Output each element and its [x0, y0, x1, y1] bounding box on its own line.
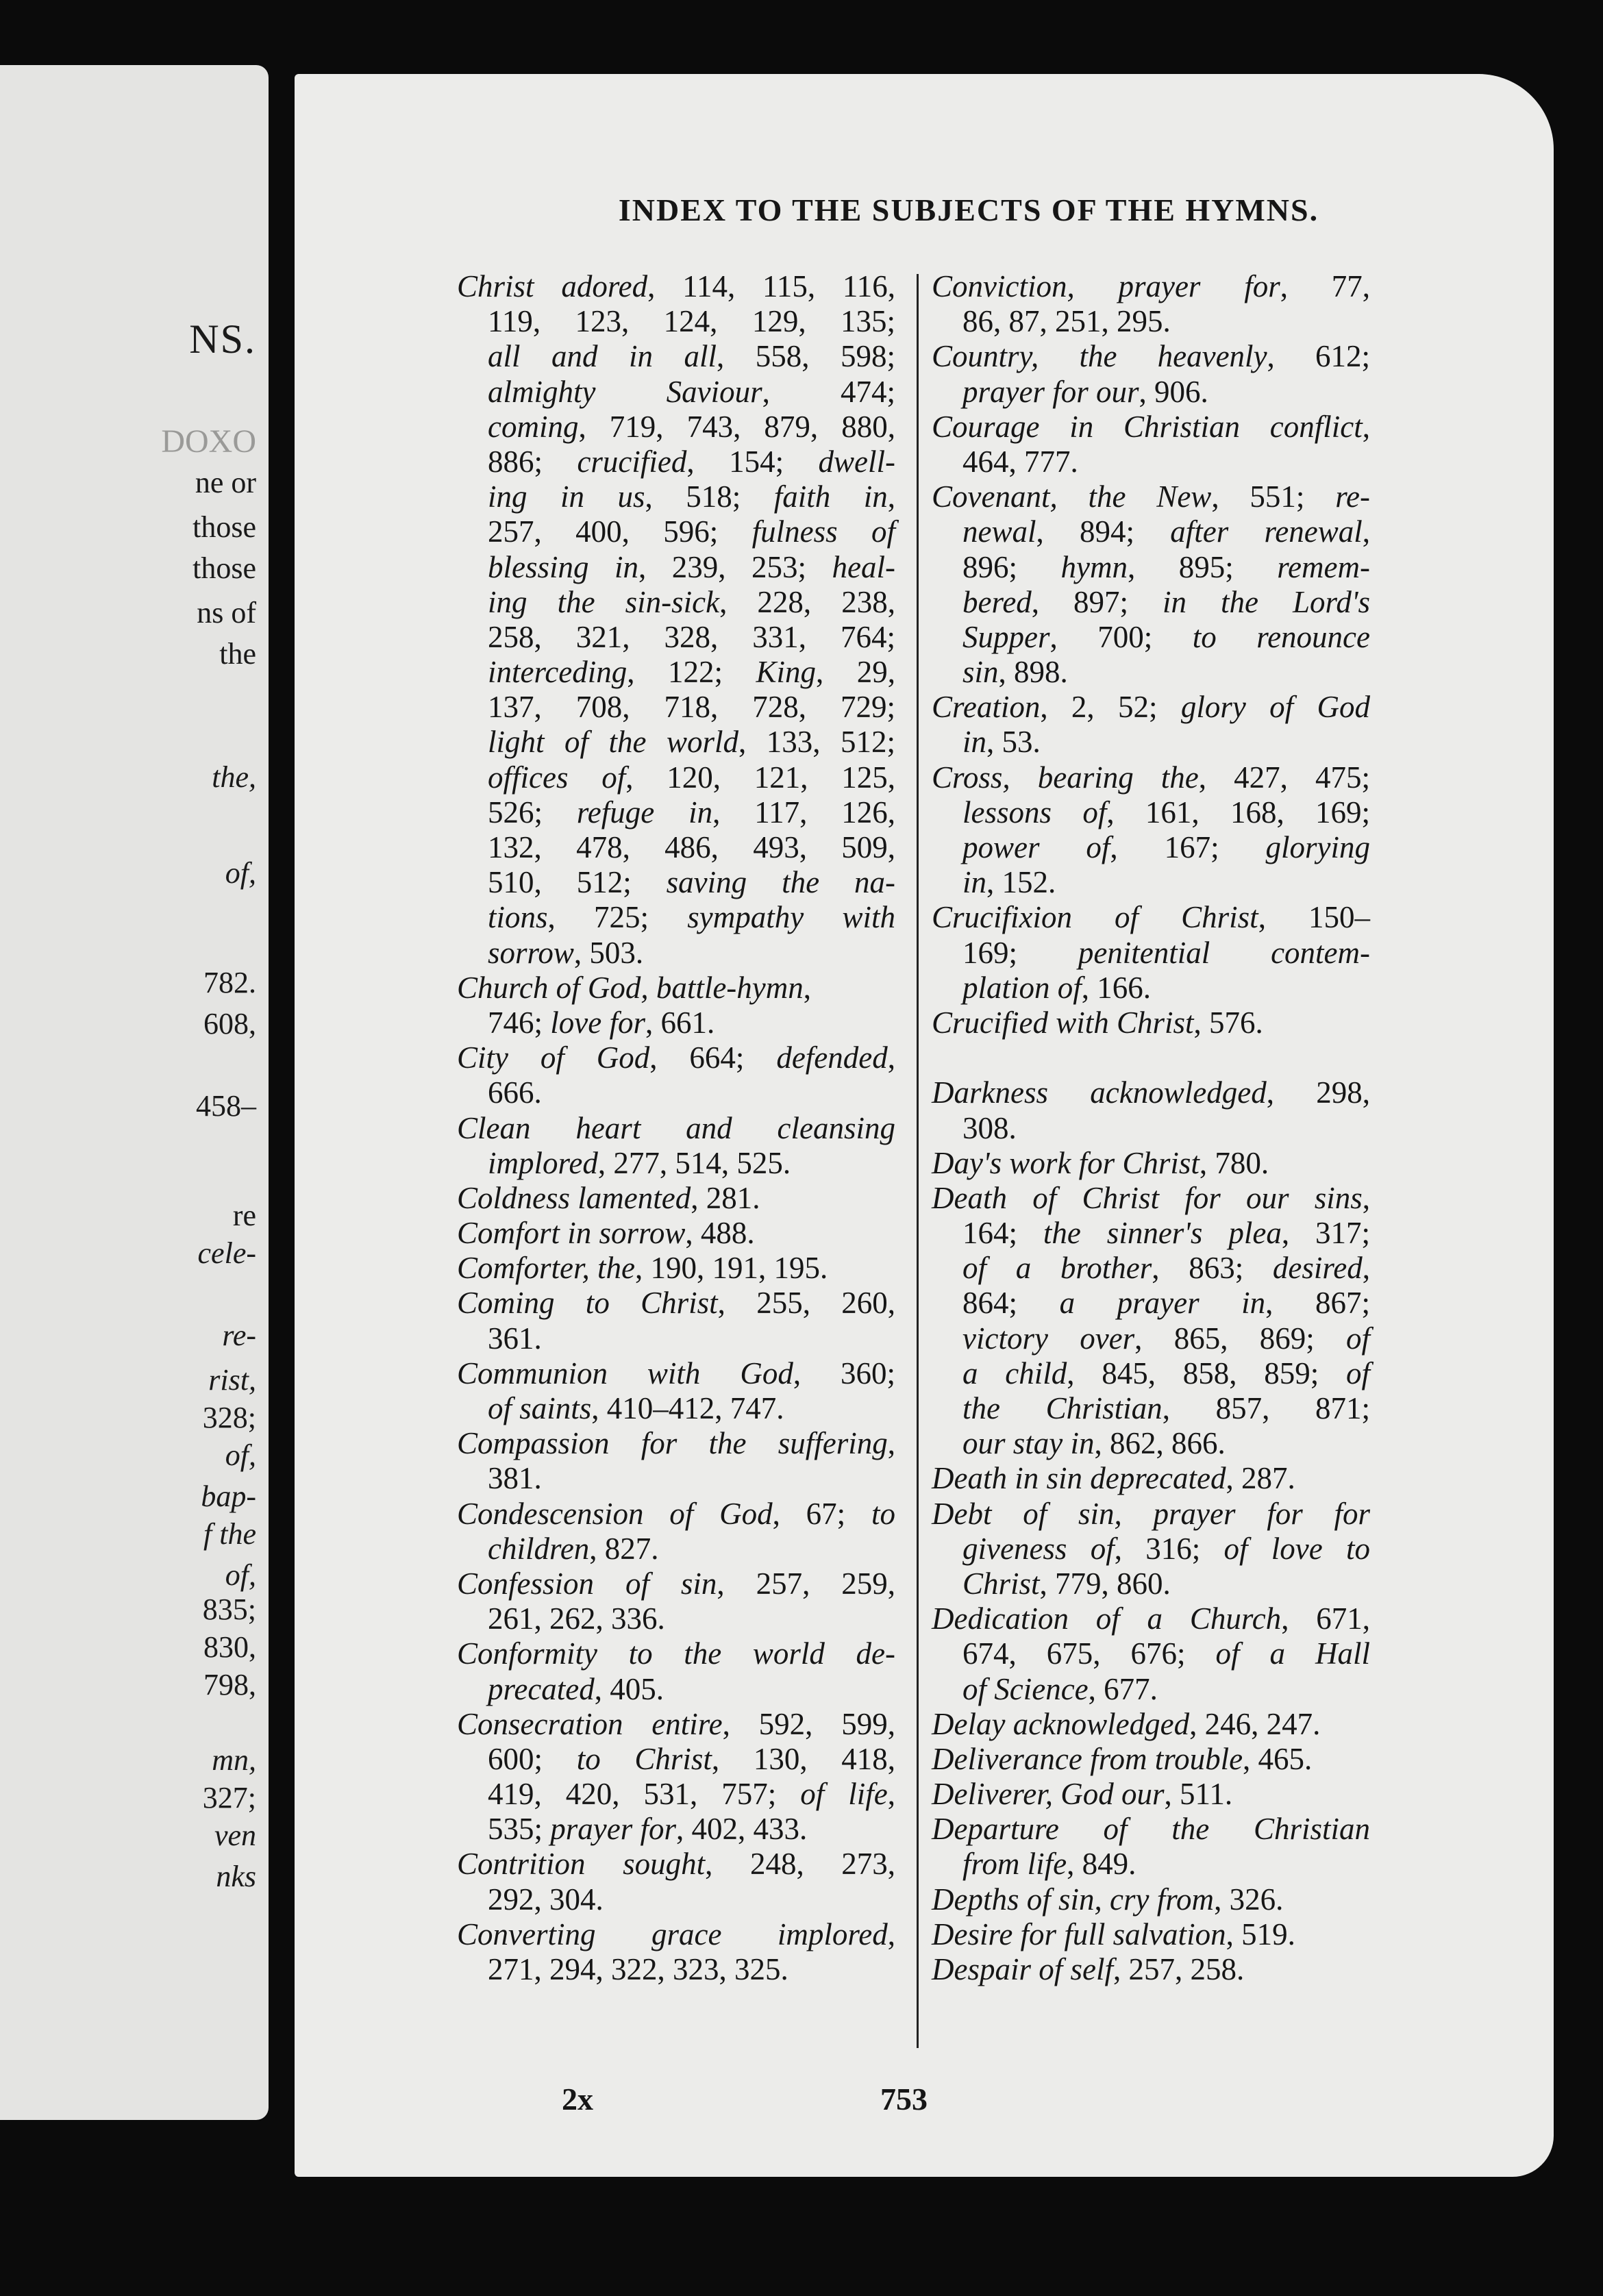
index-entry: Contrition sought, 248, 273,	[457, 1847, 895, 1882]
index-entry: Creation, 2, 52; glory of God	[932, 690, 1370, 725]
index-entry-continuation: the Christian, 857, 871;	[962, 1391, 1370, 1425]
index-entry-continuation: giveness of, 316; of love to	[962, 1531, 1370, 1566]
index-entry-continuation: 419, 420, 531, 757; of life,	[488, 1777, 895, 1812]
index-entry-continuation: in, 152.	[962, 865, 1056, 900]
index-entry-continuation: bered, 897; in the Lord's	[962, 584, 1370, 619]
index-entry-continuation: Supper, 700; to renounce	[962, 619, 1370, 654]
index-entry-continuation: 666.	[488, 1075, 542, 1110]
left-page-fragment: bap-	[201, 1480, 256, 1513]
left-page-fragment: 608,	[203, 1007, 256, 1040]
index-entry-continuation: a child, 845, 858, 859; of	[962, 1356, 1370, 1390]
index-entry-continuation: Christ, 779, 860.	[962, 1566, 1171, 1601]
index-entry-continuation: 535; prayer for, 402, 433.	[488, 1812, 808, 1847]
index-entry: Confession of sin, 257, 259,	[457, 1566, 895, 1601]
index-entry-continuation: ing in us, 518; faith in,	[488, 479, 895, 514]
index-entry-continuation: 119, 123, 124, 129, 135;	[488, 304, 895, 339]
index-entry-continuation: 600; to Christ, 130, 418,	[488, 1741, 895, 1776]
index-entry: Consecration entire, 592, 599,	[457, 1706, 895, 1741]
index-entry: Christ adored, 114, 115, 116,	[457, 269, 896, 303]
index-entry: Day's work for Christ, 780.	[932, 1145, 1269, 1180]
left-page-fragment: f the	[203, 1517, 256, 1551]
index-entry: Departure of the Christian	[932, 1812, 1370, 1847]
index-entry-continuation: from life, 849.	[962, 1847, 1136, 1882]
index-page	[295, 74, 1554, 2177]
index-entry: Condescension of God, 67; to	[457, 1496, 895, 1531]
index-column-right	[932, 269, 1370, 1987]
index-entry-continuation: 526; refuge in, 117, 126,	[488, 795, 895, 829]
index-entry: Courage in Christian conflict,	[932, 409, 1370, 444]
index-entry: Converting grace implored,	[457, 1917, 895, 1951]
index-entry-continuation: interceding, 122; King, 29,	[488, 655, 895, 690]
left-page-fragment: ven	[214, 1819, 256, 1852]
left-page-fragment: the,	[212, 760, 256, 794]
index-entry-continuation: 464, 777.	[962, 444, 1078, 479]
index-entry: Coldness lamented, 281.	[457, 1180, 760, 1215]
index-entry: Conviction, prayer for, 77,	[932, 269, 1370, 303]
left-page-fragment: 782.	[203, 966, 256, 999]
left-page-fragment: DOXO	[161, 423, 256, 460]
index-entry-continuation: 137, 708, 718, 728, 729;	[488, 690, 895, 725]
index-entry-continuation: 132, 478, 486, 493, 509,	[488, 830, 895, 864]
left-page-fragment: of,	[225, 856, 256, 890]
index-entry-continuation: of Science, 677.	[962, 1671, 1158, 1706]
index-entry-continuation: light of the world, 133, 512;	[488, 725, 895, 760]
index-entry-continuation: 86, 87, 251, 295.	[962, 304, 1171, 339]
facing-page-left	[0, 65, 269, 2120]
index-entry-continuation: 271, 294, 322, 323, 325.	[488, 1952, 788, 1986]
index-entry-continuation: 864; a prayer in, 867;	[962, 1286, 1370, 1321]
index-entry-continuation: 896; hymn, 895; remem-	[962, 549, 1370, 584]
index-entry: Delay acknowledged, 246, 247.	[932, 1706, 1321, 1741]
index-entry: Dedication of a Church, 671,	[932, 1601, 1370, 1636]
left-page-fragment: ne or	[195, 466, 256, 499]
index-entry-continuation: blessing in, 239, 253; heal-	[488, 549, 895, 584]
left-page-fragment: rist,	[208, 1363, 256, 1397]
index-entry-continuation: in, 53.	[962, 725, 1041, 760]
left-page-fragment: ns of	[197, 596, 256, 629]
index-entry: Conformity to the world de-	[457, 1636, 895, 1671]
index-entry-continuation: coming, 719, 743, 879, 880,	[488, 409, 895, 444]
index-entry-continuation: of saints, 410–412, 747.	[488, 1391, 784, 1425]
left-page-fragment: 830,	[203, 1630, 256, 1664]
index-entry: Compassion for the suffering,	[457, 1426, 895, 1461]
index-entry: Crucified with Christ, 576.	[932, 1005, 1263, 1040]
index-entry-continuation: 258, 321, 328, 331, 764;	[488, 619, 895, 654]
left-page-fragment: mn,	[212, 1743, 256, 1777]
index-entry-continuation: implored, 277, 514, 525.	[488, 1145, 791, 1180]
index-entry-continuation: 381.	[488, 1461, 542, 1496]
index-entry-continuation: 164; the sinner's plea, 317;	[962, 1216, 1370, 1251]
index-entry-continuation: our stay in, 862, 866.	[962, 1426, 1226, 1461]
index-entry: Communion with God, 360;	[457, 1356, 895, 1390]
signature-mark: 2x	[562, 2082, 593, 2117]
index-entry-continuation: 886; crucified, 154; dwell-	[488, 444, 895, 479]
left-page-fragment: cele-	[197, 1236, 256, 1270]
index-entry-continuation: sorrow, 503.	[488, 935, 644, 970]
page-header: INDEX TO THE SUBJECTS OF THE HYMNS.	[618, 192, 1319, 227]
index-entry: Country, the heavenly, 612;	[932, 339, 1370, 374]
index-entry-continuation: 292, 304.	[488, 1882, 604, 1917]
index-entry: Covenant, the New, 551; re-	[932, 479, 1370, 514]
index-entry-continuation: of a brother, 863; desired,	[962, 1251, 1370, 1286]
column-divider	[917, 274, 919, 2048]
index-entry-continuation: ing the sin-sick, 228, 238,	[488, 584, 895, 619]
index-entry: Deliverer, God our, 511.	[932, 1777, 1233, 1812]
index-entry: City of God, 664; defended,	[457, 1040, 895, 1075]
left-page-fragment: re-	[222, 1319, 256, 1352]
index-entry-continuation: prayer for our, 906.	[962, 374, 1208, 409]
index-entry-continuation: 746; love for, 661.	[488, 1005, 715, 1040]
left-page-fragment: the	[219, 637, 256, 671]
index-entry-continuation: lessons of, 161, 168, 169;	[962, 795, 1370, 829]
index-entry-continuation: all and in all, 558, 598;	[488, 339, 895, 374]
left-page-fragment: re	[232, 1199, 256, 1232]
left-page-fragment: nks	[216, 1860, 256, 1893]
index-entry: Cross, bearing the, 427, 475;	[932, 760, 1370, 795]
left-page-fragment: 835;	[202, 1593, 256, 1626]
index-entry: Death in sin deprecated, 287.	[932, 1461, 1295, 1496]
index-entry: Comforter, the, 190, 191, 195.	[457, 1251, 828, 1286]
index-entry-continuation: 510, 512; saving the na-	[488, 865, 895, 900]
index-entry-continuation: tions, 725; sympathy with	[488, 900, 895, 935]
index-entry: Coming to Christ, 255, 260,	[457, 1286, 895, 1321]
index-entry-continuation: precated, 405.	[488, 1671, 664, 1706]
index-entry-continuation: plation of, 166.	[962, 970, 1152, 1005]
index-entry: Comfort in sorrow, 488.	[457, 1216, 755, 1251]
page-number: 753	[880, 2082, 928, 2117]
index-entry-continuation: 169; penitential contem-	[962, 935, 1370, 970]
left-page-fragment: those	[192, 510, 256, 544]
index-entry-continuation: 361.	[488, 1321, 542, 1356]
index-entry-continuation: newal, 894; after renewal,	[962, 514, 1370, 549]
left-page-fragment: 798,	[203, 1668, 256, 1701]
index-entry-continuation: 308.	[962, 1110, 1017, 1145]
index-entry-continuation: 261, 262, 336.	[488, 1601, 665, 1636]
index-entry: Clean heart and cleansing	[457, 1110, 895, 1145]
left-page-fragment: 328;	[202, 1401, 256, 1434]
left-page-fragment: those	[192, 551, 256, 585]
left-page-fragment: 327;	[202, 1781, 256, 1814]
index-entry-continuation: sin, 898.	[962, 655, 1068, 690]
index-entry: Desire for full salvation, 519.	[932, 1917, 1295, 1951]
index-entry: Church of God, battle-hymn,	[457, 970, 812, 1005]
index-entry-continuation: 674, 675, 676; of a Hall	[962, 1636, 1370, 1671]
left-page-fragment: of,	[225, 1438, 256, 1472]
left-page-fragment: NS.	[189, 316, 256, 362]
index-entry: Debt of sin, prayer for for	[932, 1496, 1370, 1531]
left-page-fragment: of,	[225, 1558, 256, 1592]
index-entry-continuation: victory over, 865, 869; of	[962, 1321, 1370, 1356]
index-entry: Deliverance from trouble, 465.	[932, 1741, 1313, 1776]
index-entry-continuation: offices of, 120, 121, 125,	[488, 760, 896, 795]
index-entry: Death of Christ for our sins,	[932, 1180, 1370, 1215]
left-page-fragment: 458–	[196, 1089, 256, 1123]
section-gap	[932, 1040, 1370, 1075]
index-entry: Darkness acknowledged, 298,	[932, 1075, 1371, 1110]
index-entry-continuation: 257, 400, 596; fulness of	[488, 514, 895, 549]
index-entry: Despair of self, 257, 258.	[932, 1952, 1245, 1986]
index-entry-continuation: power of, 167; glorying	[962, 830, 1370, 864]
index-entry: Depths of sin, cry from, 326.	[932, 1882, 1284, 1917]
index-entry-continuation: almighty Saviour, 474;	[488, 374, 895, 409]
index-entry-continuation: children, 827.	[488, 1531, 659, 1566]
index-column-left	[457, 269, 895, 1987]
index-entry: Crucifixion of Christ, 150–	[932, 900, 1371, 935]
